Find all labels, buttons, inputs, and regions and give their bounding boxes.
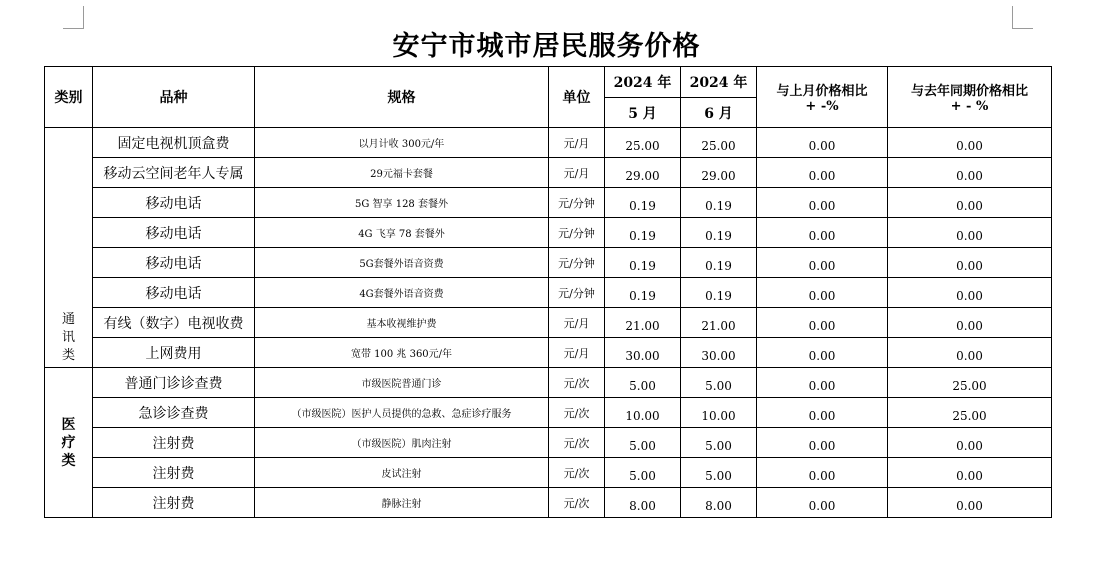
item-spec: 4G套餐外语音资费 <box>255 278 549 308</box>
change-yoy: 0.00 <box>888 458 1052 488</box>
item-spec: 市级医院普通门诊 <box>255 368 549 398</box>
item-unit: 元/次 <box>549 368 605 398</box>
change-mom: 0.00 <box>757 218 888 248</box>
item-unit: 元/分钟 <box>549 248 605 278</box>
price-jun: 10.00 <box>681 398 757 428</box>
change-yoy: 0.00 <box>888 188 1052 218</box>
item-name: 移动电话 <box>93 248 255 278</box>
change-yoy: 0.00 <box>888 128 1052 158</box>
page-corner-mark-right <box>1012 6 1033 29</box>
item-name: 注射费 <box>93 488 255 518</box>
change-yoy: 0.00 <box>888 308 1052 338</box>
price-jun: 0.19 <box>681 278 757 308</box>
item-spec: 以月计收 300元/年 <box>255 128 549 158</box>
price-jun: 5.00 <box>681 458 757 488</box>
change-yoy: 0.00 <box>888 428 1052 458</box>
change-yoy: 25.00 <box>888 398 1052 428</box>
header-may-year: 2024 年 <box>605 67 681 98</box>
price-table <box>44 66 1052 518</box>
header-mom-line2: + -% <box>805 99 839 114</box>
item-unit: 元/次 <box>549 398 605 428</box>
item-unit: 元/月 <box>549 338 605 368</box>
price-jun: 30.00 <box>681 338 757 368</box>
price-jun: 25.00 <box>681 128 757 158</box>
item-unit: 元/分钟 <box>549 278 605 308</box>
header-jun-month: 6 月 <box>681 98 757 128</box>
price-jun: 29.00 <box>681 158 757 188</box>
table-row <box>45 278 1052 308</box>
item-spec: 29元福卡套餐 <box>255 158 549 188</box>
category-label: 医疗类 <box>61 416 76 469</box>
change-yoy: 0.00 <box>888 248 1052 278</box>
item-name: 有线（数字）电视收费 <box>93 308 255 338</box>
item-name: 注射费 <box>93 458 255 488</box>
price-jun: 5.00 <box>681 368 757 398</box>
category-label: 通讯类 <box>61 312 75 363</box>
price-jun: 8.00 <box>681 488 757 518</box>
item-name: 普通门诊诊查费 <box>93 368 255 398</box>
price-jun: 0.19 <box>681 188 757 218</box>
price-may: 0.19 <box>605 188 681 218</box>
item-spec: 4G 飞享 78 套餐外 <box>255 218 549 248</box>
header-mom-change <box>757 67 888 128</box>
change-mom: 0.00 <box>757 398 888 428</box>
item-name: 固定电视机顶盒费 <box>93 128 255 158</box>
change-mom: 0.00 <box>757 338 888 368</box>
item-spec: 宽带 100 兆 360元/年 <box>255 338 549 368</box>
header-yoy-line1: 与去年同期价格相比 <box>910 84 1028 99</box>
category-cell <box>45 368 93 518</box>
header-yoy-line2: + - % <box>950 99 989 114</box>
item-spec: （市级医院）肌肉注射 <box>255 428 549 458</box>
item-unit: 元/次 <box>549 488 605 518</box>
table-row <box>45 368 1052 398</box>
item-spec: 5G 智享 128 套餐外 <box>255 188 549 218</box>
price-jun: 0.19 <box>681 248 757 278</box>
item-spec: （市级医院）医护人员提供的急救、急症诊疗服务 <box>255 398 549 428</box>
price-may: 21.00 <box>605 308 681 338</box>
item-spec: 基本收视维护费 <box>255 308 549 338</box>
item-unit: 元/月 <box>549 128 605 158</box>
price-may: 5.00 <box>605 428 681 458</box>
table-row <box>45 218 1052 248</box>
change-yoy: 25.00 <box>888 368 1052 398</box>
price-may: 8.00 <box>605 488 681 518</box>
price-may: 5.00 <box>605 458 681 488</box>
change-mom: 0.00 <box>757 458 888 488</box>
table-row <box>45 338 1052 368</box>
item-unit: 元/月 <box>549 308 605 338</box>
header-mom-line1: 与上月价格相比 <box>776 84 868 99</box>
item-spec: 皮试注射 <box>255 458 549 488</box>
page-corner-mark-left <box>63 6 84 29</box>
header-unit: 单位 <box>549 67 605 128</box>
change-yoy: 0.00 <box>888 158 1052 188</box>
table-row <box>45 188 1052 218</box>
item-name: 上网费用 <box>93 338 255 368</box>
price-may: 29.00 <box>605 158 681 188</box>
change-yoy: 0.00 <box>888 278 1052 308</box>
item-name: 移动电话 <box>93 278 255 308</box>
table-row <box>45 308 1052 338</box>
item-name: 移动电话 <box>93 218 255 248</box>
item-unit: 元/月 <box>549 158 605 188</box>
page-title: 安宁市城市居民服务价格 <box>392 31 701 62</box>
item-spec: 静脉注射 <box>255 488 549 518</box>
header-spec: 规格 <box>255 67 549 128</box>
table-row <box>45 248 1052 278</box>
table-row <box>45 488 1052 518</box>
change-mom: 0.00 <box>757 278 888 308</box>
item-name: 注射费 <box>93 428 255 458</box>
item-unit: 元/分钟 <box>549 188 605 218</box>
change-mom: 0.00 <box>757 248 888 278</box>
price-jun: 21.00 <box>681 308 757 338</box>
item-unit: 元/次 <box>549 458 605 488</box>
header-may-month: 5 月 <box>605 98 681 128</box>
price-may: 0.19 <box>605 218 681 248</box>
price-may: 30.00 <box>605 338 681 368</box>
item-name: 急诊诊查费 <box>93 398 255 428</box>
price-may: 25.00 <box>605 128 681 158</box>
item-unit: 元/次 <box>549 428 605 458</box>
price-may: 0.19 <box>605 278 681 308</box>
price-jun: 5.00 <box>681 428 757 458</box>
header-jun-year: 2024 年 <box>681 67 757 98</box>
change-yoy: 0.00 <box>888 338 1052 368</box>
table-row <box>45 128 1052 158</box>
table-row <box>45 158 1052 188</box>
table-row <box>45 458 1052 488</box>
price-table-body <box>45 128 1052 518</box>
item-unit: 元/分钟 <box>549 218 605 248</box>
item-name: 移动电话 <box>93 188 255 218</box>
table-row <box>45 428 1052 458</box>
price-may: 0.19 <box>605 248 681 278</box>
header-category: 类别 <box>45 67 93 128</box>
item-spec: 5G套餐外语音资费 <box>255 248 549 278</box>
price-may: 10.00 <box>605 398 681 428</box>
change-mom: 0.00 <box>757 188 888 218</box>
change-mom: 0.00 <box>757 158 888 188</box>
change-mom: 0.00 <box>757 488 888 518</box>
price-jun: 0.19 <box>681 218 757 248</box>
change-mom: 0.00 <box>757 368 888 398</box>
price-may: 5.00 <box>605 368 681 398</box>
item-name: 移动云空间老年人专属 <box>93 158 255 188</box>
header-yoy-change <box>888 67 1052 128</box>
change-mom: 0.00 <box>757 128 888 158</box>
change-mom: 0.00 <box>757 308 888 338</box>
change-yoy: 0.00 <box>888 218 1052 248</box>
table-row <box>45 398 1052 428</box>
category-cell <box>45 128 93 368</box>
change-yoy: 0.00 <box>888 488 1052 518</box>
change-mom: 0.00 <box>757 428 888 458</box>
header-item: 品种 <box>93 67 255 128</box>
